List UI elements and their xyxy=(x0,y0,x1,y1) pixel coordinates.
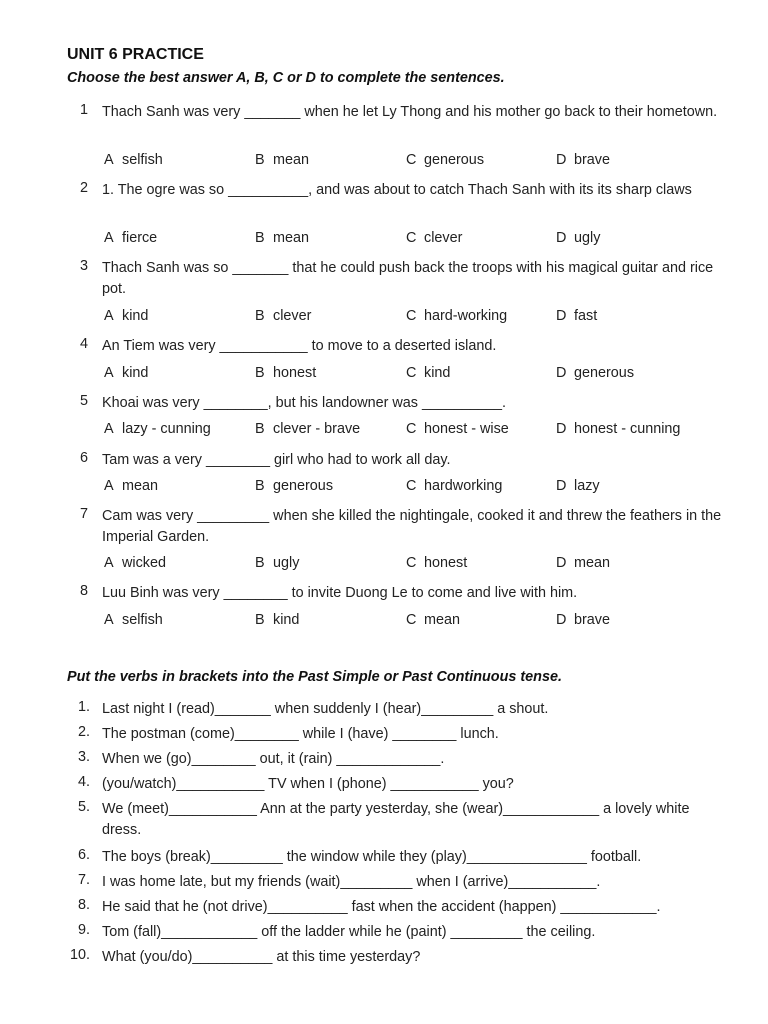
option-c[interactable] xyxy=(406,555,467,571)
option-letter: C xyxy=(406,365,417,381)
item-number: 4. xyxy=(77,774,90,790)
option-text: kind xyxy=(273,612,300,628)
option-text: honest - wise xyxy=(424,421,509,437)
question-text: Thach Sanh was very _______ when he let Ly Thong and his mother go back to their hometown. xyxy=(102,104,718,120)
option-text: mean xyxy=(574,555,610,571)
item-text: When we (go)________ out, it (rain) _____________. xyxy=(102,751,445,767)
option-letter: D xyxy=(556,365,567,381)
item-number: 10. xyxy=(69,947,90,963)
option-letter: B xyxy=(255,230,265,246)
option-text: mean xyxy=(273,152,309,168)
option-a[interactable] xyxy=(104,612,163,628)
option-letter: B xyxy=(255,152,265,168)
item-text: Tom (fall)____________ off the ladder while he (paint) _________ the ceiling. xyxy=(102,924,596,940)
option-text: generous xyxy=(424,152,485,168)
question-number: 7 xyxy=(79,506,88,522)
option-letter: A xyxy=(104,478,114,494)
question-text: Luu Binh was very ________ to invite Duong Le to come and live with him. xyxy=(102,585,578,601)
option-text: honest xyxy=(424,555,468,571)
option-letter: D xyxy=(556,555,567,571)
option-d[interactable] xyxy=(556,230,600,246)
item-text: I was home late, but my friends (wait)_________ when I (arrive)___________. xyxy=(102,874,601,890)
option-letter: D xyxy=(556,308,567,324)
option-text: fierce xyxy=(122,230,158,246)
item-number: 9. xyxy=(77,922,90,938)
option-c[interactable] xyxy=(406,478,502,494)
option-text: brave xyxy=(574,152,610,168)
option-text: clever xyxy=(424,230,463,246)
option-letter: D xyxy=(556,478,567,494)
question-text: Khoai was very ________, but his landowner was __________. xyxy=(102,395,507,411)
option-a[interactable] xyxy=(104,230,157,246)
option-letter: C xyxy=(406,152,417,168)
item-text: (you/watch)___________ TV when I (phone) ___________ you? xyxy=(102,776,514,792)
option-letter: A xyxy=(104,555,114,571)
option-c[interactable] xyxy=(406,421,509,437)
option-text: kind xyxy=(122,365,149,381)
option-text: honest - cunning xyxy=(574,421,681,437)
option-letter: B xyxy=(255,421,265,437)
option-b[interactable] xyxy=(255,612,299,628)
option-b[interactable] xyxy=(255,230,309,246)
option-text: mean xyxy=(424,612,460,628)
option-text: generous xyxy=(574,365,635,381)
option-letter: C xyxy=(406,555,417,571)
option-text: ugly xyxy=(574,230,601,246)
option-a[interactable] xyxy=(104,365,148,381)
question-text: An Tiem was very ___________ to move to a deserted island. xyxy=(102,338,497,354)
option-a[interactable] xyxy=(104,478,158,494)
option-text: brave xyxy=(574,612,610,628)
option-text: hard-working xyxy=(424,308,508,324)
option-b[interactable] xyxy=(255,365,316,381)
item-text: We (meet)___________ Ann at the party yesterday, she (wear)____________ a lovely white dress. xyxy=(102,801,690,838)
section1-instruction: Choose the best answer A, B, C or D to complete the sentences. xyxy=(67,70,505,86)
option-text: clever - brave xyxy=(273,421,361,437)
option-b[interactable] xyxy=(255,152,309,168)
item-number: 1. xyxy=(77,699,90,715)
option-text: lazy - cunning xyxy=(122,421,211,437)
option-c[interactable] xyxy=(406,152,484,168)
option-letter: D xyxy=(556,612,567,628)
option-letter: C xyxy=(406,478,417,494)
option-letter: B xyxy=(255,612,265,628)
option-letter: B xyxy=(255,308,265,324)
question-number: 4 xyxy=(79,336,88,352)
item-text: What (you/do)__________ at this time yesterday? xyxy=(102,949,421,965)
question-text: 1. The ogre was so __________, and was about to catch Thach Sanh with its its sharp claws xyxy=(102,182,692,198)
option-text: kind xyxy=(424,365,451,381)
option-text: hardworking xyxy=(424,478,503,494)
option-c[interactable] xyxy=(406,308,507,324)
option-a[interactable] xyxy=(104,555,166,571)
option-letter: C xyxy=(406,421,417,437)
option-text: generous xyxy=(273,478,334,494)
option-letter: C xyxy=(406,230,417,246)
option-text: lazy xyxy=(574,478,600,494)
option-text: kind xyxy=(122,308,149,324)
option-letter: A xyxy=(104,365,114,381)
option-text: mean xyxy=(122,478,158,494)
option-c[interactable] xyxy=(406,612,460,628)
option-text: selfish xyxy=(122,152,163,168)
option-text: ugly xyxy=(273,555,300,571)
section2-instruction: Put the verbs in brackets into the Past Simple or Past Continuous tense. xyxy=(67,669,562,685)
item-number: 3. xyxy=(77,749,90,765)
option-b[interactable] xyxy=(255,478,333,494)
item-number: 8. xyxy=(77,897,90,913)
option-text: clever xyxy=(273,308,312,324)
option-letter: A xyxy=(104,612,114,628)
option-letter: D xyxy=(556,230,567,246)
option-letter: D xyxy=(556,421,567,437)
question-number: 1 xyxy=(79,102,88,118)
option-letter: A xyxy=(104,152,114,168)
question-text: Thach Sanh was so _______ that he could push back the troops with his magical guitar and rice pot. xyxy=(102,260,714,297)
item-number: 2. xyxy=(77,724,90,740)
option-letter: B xyxy=(255,555,265,571)
option-d[interactable] xyxy=(556,365,634,381)
option-letter: B xyxy=(255,365,265,381)
option-letter: C xyxy=(406,308,417,324)
item-text: He said that he (not drive)__________ fast when the accident (happen) ____________. xyxy=(102,899,661,915)
option-letter: D xyxy=(556,152,567,168)
option-b[interactable] xyxy=(255,308,311,324)
item-number: 5. xyxy=(77,799,90,815)
option-d[interactable] xyxy=(556,612,610,628)
page-title: UNIT 6 PRACTICE xyxy=(67,46,204,63)
item-number: 6. xyxy=(77,847,90,863)
option-c[interactable] xyxy=(406,365,450,381)
item-text: The boys (break)_________ the window while they (play)_______________ football. xyxy=(102,849,642,865)
item-text: The postman (come)________ while I (have) ________ lunch. xyxy=(102,726,499,742)
option-letter: C xyxy=(406,612,417,628)
option-a[interactable] xyxy=(104,152,163,168)
option-text: wicked xyxy=(122,555,166,571)
option-c[interactable] xyxy=(406,230,462,246)
option-letter: B xyxy=(255,478,265,494)
question-number: 2 xyxy=(79,180,88,196)
item-number: 7. xyxy=(77,872,90,888)
question-text: Tam was a very ________ girl who had to work all day. xyxy=(102,452,451,468)
option-text: honest xyxy=(273,365,317,381)
option-b[interactable] xyxy=(255,555,299,571)
question-text: Cam was very _________ when she killed the nightingale, cooked it and threw the feathers in the Imperial Garden. xyxy=(102,508,722,545)
question-number: 6 xyxy=(79,450,88,466)
option-letter: A xyxy=(104,421,114,437)
option-a[interactable] xyxy=(104,308,148,324)
question-number: 5 xyxy=(79,393,88,409)
option-d[interactable] xyxy=(556,478,600,494)
option-d[interactable] xyxy=(556,152,610,168)
item-text: Last night I (read)_______ when suddenly I (hear)_________ a shout. xyxy=(102,701,549,717)
option-b[interactable] xyxy=(255,421,360,437)
question-number: 3 xyxy=(79,258,88,274)
option-letter: A xyxy=(104,308,114,324)
option-a[interactable] xyxy=(104,421,211,437)
option-d[interactable] xyxy=(556,421,680,437)
option-d[interactable] xyxy=(556,308,597,324)
option-text: mean xyxy=(273,230,309,246)
option-text: selfish xyxy=(122,612,163,628)
question-number: 8 xyxy=(79,583,88,599)
option-letter: A xyxy=(104,230,114,246)
option-d[interactable] xyxy=(556,555,610,571)
option-text: fast xyxy=(574,308,598,324)
